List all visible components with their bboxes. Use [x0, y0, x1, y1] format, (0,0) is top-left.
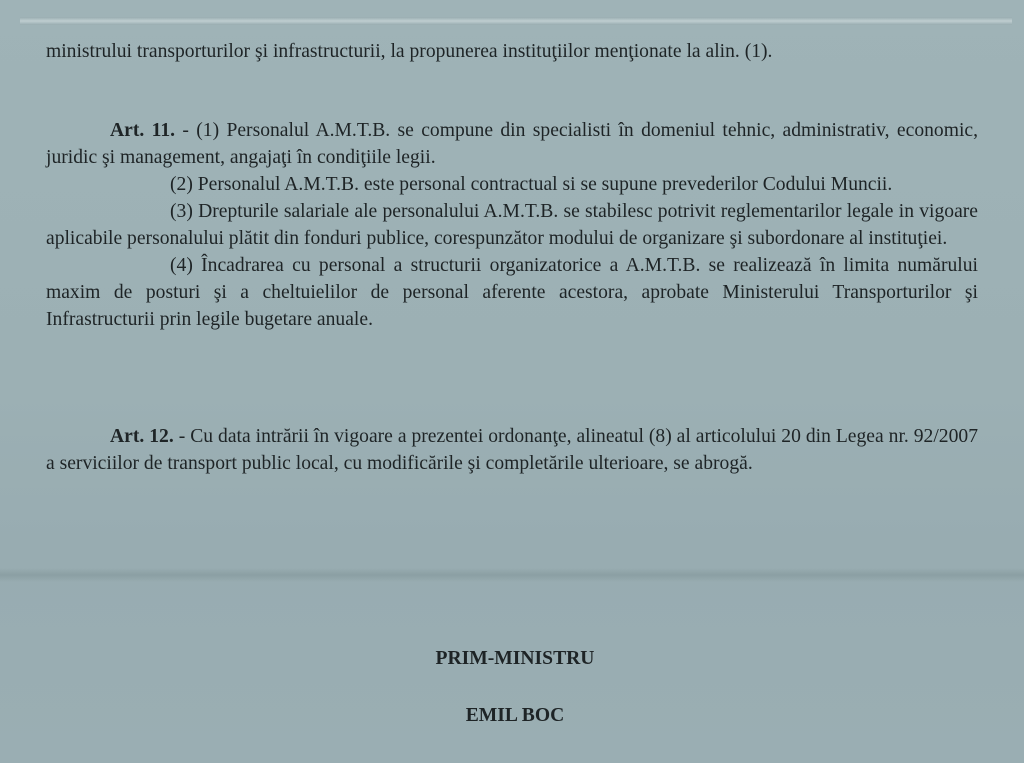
article-12-text: - Cu data intrării în vigoare a prezentei ordonanţe, alineatul (8) al articolului 20 din Legea nr. 92/2007 a serviciilor de transport public local, cu modificările şi completările ulterioare, se abrogă. — [46, 426, 978, 474]
article-11-al1-text: - (1) Personalul A.M.T.B. se compune din specialisti în domeniul tehnic, administrativ, economic, juridic şi management, angajaţi în condiţiile legii. — [46, 120, 978, 168]
top-border-rule — [20, 17, 1012, 25]
article-11-paragraph-3: (3) Drepturile salariale ale personalului A.M.T.B. se stabilesc potrivit reglementarilor legale in vigoare aplicabile personalului plătit din fonduri publice, corespunzător modului de organizare şi subordonare al instituţiei. — [46, 201, 978, 249]
signature-title: PRIM-MINISTRU — [435, 648, 595, 669]
carryover-text: ministrului transporturilor şi infrastructurii, la propunerea instituţiilor menţionate la alin. (1). — [46, 41, 773, 62]
article-11 — [46, 117, 978, 333]
paper-fold — [0, 568, 1024, 582]
article-11-paragraph-2: (2) Personalul A.M.T.B. este personal contractual si se supune prevederilor Codului Muncii. — [170, 174, 893, 195]
article-11-label: Art. 11. — [110, 120, 176, 141]
article-12 — [46, 423, 978, 477]
article-11-paragraph-1 — [46, 117, 978, 171]
article-11-paragraph-4: (4) Încadrarea cu personal a structurii organizatorice a A.M.T.B. se realizează în limita numărului maxim de posturi şi a cheltuielilor de personal aferente acestora, aprobate Ministerului Transporturilor şi Infrastructurii prin legile bugetare anuale. — [46, 255, 978, 330]
document-carryover-line — [46, 38, 978, 65]
article-12-paragraph — [46, 423, 978, 477]
article-12-label: Art. 12. — [110, 426, 174, 447]
signature-name: EMIL BOC — [465, 705, 565, 726]
